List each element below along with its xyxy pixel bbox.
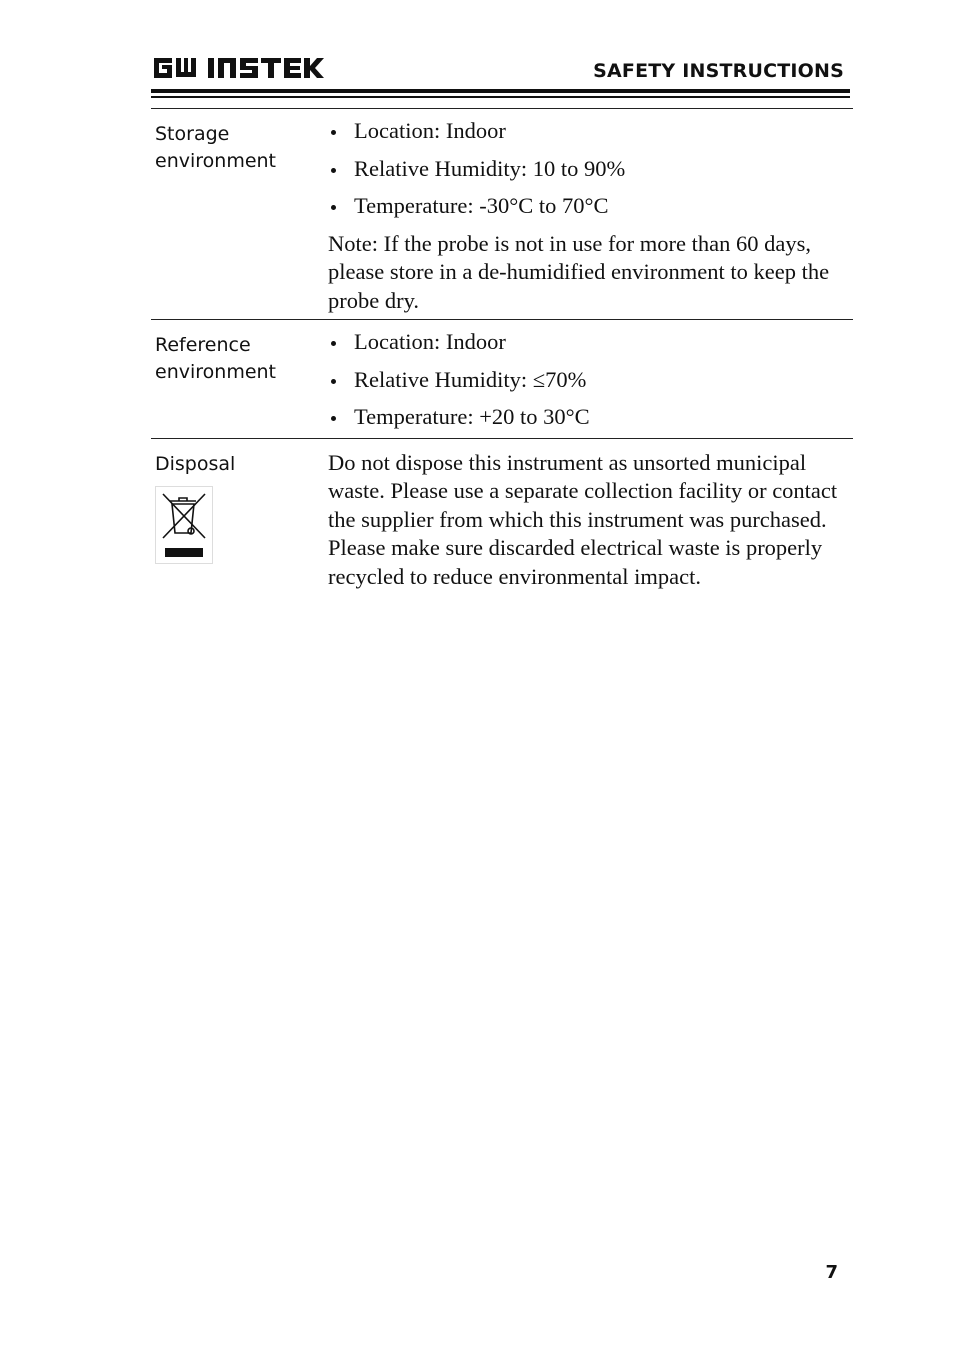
row-label-cell [151,439,328,596]
page-number: 7 [825,1262,838,1283]
row-label: Storage environment [155,123,277,172]
list-item: Relative Humidity: ≤70% [328,366,845,395]
row-content [328,109,853,319]
table-row-storage [151,108,853,319]
list-item: Relative Humidity: 10 to 90% [328,155,845,184]
row-content [328,439,853,596]
row-label: Reference environment [155,334,277,383]
disposal-text: Do not dispose this instrument as unsorted municipal waste. Please use a separate collection facility or contact the supplier from which this instrument was purchased. Please make sure discarded electrical waste is properly recycled to reduce environmental impact. [328,449,838,589]
list-item: Location: Indoor [328,328,845,357]
table-row-reference [151,319,853,438]
table-row-disposal [151,438,853,596]
bullet-list [328,328,845,432]
list-item: Temperature: +20 to 30°C [328,403,845,432]
storage-note: Note: If the probe is not in use for more than 60 days, please store in a de-humidified environment to keep the probe dry. [328,230,830,313]
row-label: Disposal [155,452,236,475]
row-content [328,320,853,438]
header-rule-thin [151,96,850,98]
gw-instek-logo [152,54,324,82]
bullet-list [328,117,845,221]
section-title: SAFETY INSTRUCTIONS [593,60,844,82]
list-item: Location: Indoor [328,117,845,146]
weee-crossed-bin-icon [155,486,213,564]
header-rule-thick [151,89,850,93]
list-item: Temperature: -30°C to 70°C [328,192,845,221]
environment-table [151,108,853,595]
